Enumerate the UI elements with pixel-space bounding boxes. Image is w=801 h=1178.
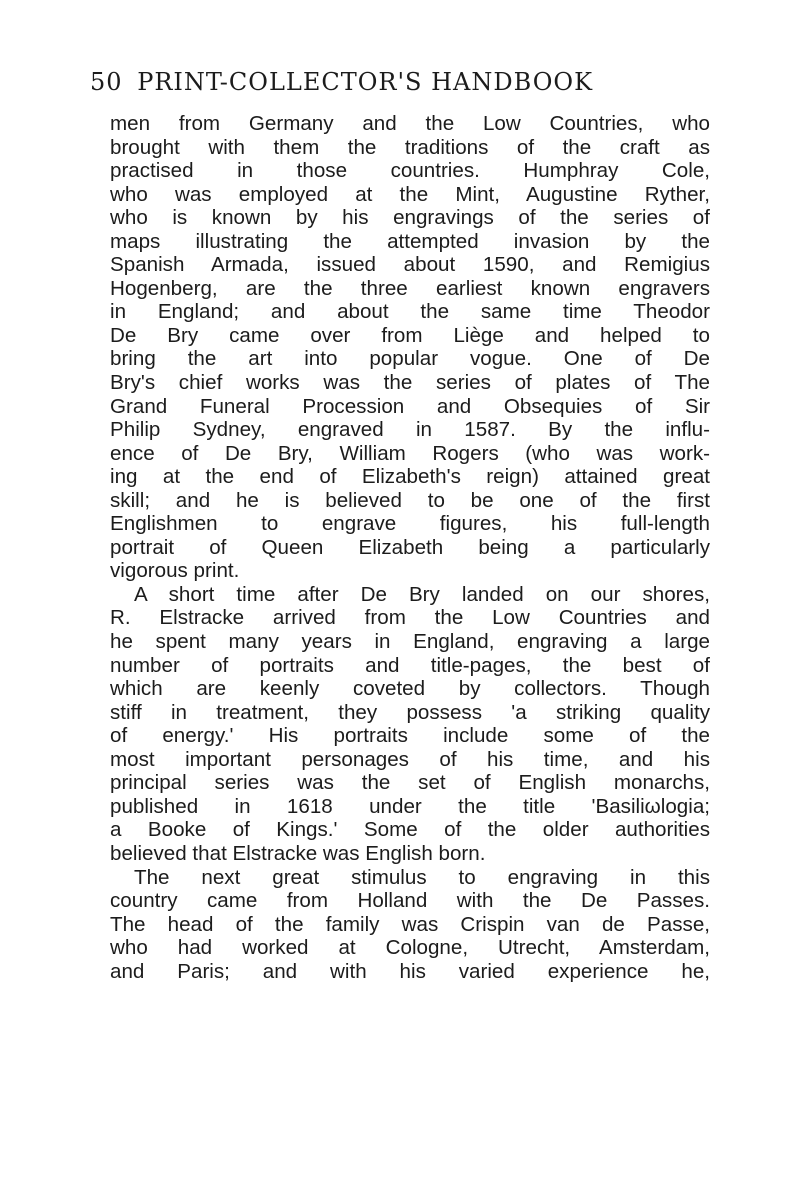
running-title: PRINT-COLLECTOR'S HANDBOOK xyxy=(137,68,593,96)
text-line: who was employed at the Mint, Augustine Ryther, xyxy=(110,182,710,206)
text-line: skill; and he is believed to be one of the first xyxy=(110,488,710,512)
text-line: Philip Sydney, engraved in 1587. By the influ- xyxy=(110,418,710,442)
text-line: A short time after De Bry landed on our shores, xyxy=(134,582,710,606)
text-line: of energy.' His portraits include some of the xyxy=(110,724,710,748)
text-line: believed that Elstracke was English born. xyxy=(110,841,486,865)
text-line: Hogenberg, are the three earliest known engravers xyxy=(110,276,710,300)
text-line: who had worked at Cologne, Utrecht, Amsterdam, xyxy=(110,936,710,960)
text-line: R. Elstracke arrived from the Low Countries and xyxy=(110,606,710,630)
text-line: which are keenly coveted by collectors. Though xyxy=(110,677,710,701)
text-line: brought with them the traditions of the craft as xyxy=(110,135,710,159)
text-line: maps illustrating the attempted invasion by the xyxy=(110,229,710,253)
text-line: De Bry came over from Liège and helped to xyxy=(110,323,710,347)
text-line: Bry's chief works was the series of plates of The xyxy=(110,371,710,395)
text-line: who is known by his engravings of the series of xyxy=(110,206,710,230)
text-line: Grand Funeral Procession and Obsequies of Sir xyxy=(110,394,710,418)
text-line: principal series was the set of English monarchs, xyxy=(110,771,710,795)
body-text xyxy=(110,112,710,983)
text-line: men from Germany and the Low Countries, who xyxy=(110,112,710,135)
text-line: country came from Holland with the De Passes. xyxy=(110,889,710,913)
text-line: vigorous print. xyxy=(110,559,240,583)
text-line: he spent many years in England, engraving a large xyxy=(110,630,710,654)
text-line: bring the art into popular vogue. One of De xyxy=(110,347,710,371)
text-line: published in 1618 under the title 'Basiliωlogia; xyxy=(110,794,710,818)
running-head xyxy=(90,66,730,98)
text-line: in England; and about the same time Theodor xyxy=(110,300,710,324)
text-line: Spanish Armada, issued about 1590, and Remigius xyxy=(110,253,710,277)
text-line: ing at the end of Elizabeth's reign) attained great xyxy=(110,465,710,489)
text-line: most important personages of his time, and his xyxy=(110,747,710,771)
text-line: number of portraits and title-pages, the best of xyxy=(110,653,710,677)
text-line: a Booke of Kings.' Some of the older authorities xyxy=(110,818,710,842)
text-line: stiff in treatment, they possess 'a striking quality xyxy=(110,700,710,724)
text-line: Englishmen to engrave figures, his full-length xyxy=(110,512,710,536)
page-number: 50 xyxy=(90,68,123,96)
text-line: The head of the family was Crispin van de Passe, xyxy=(110,912,710,936)
text-line: practised in those countries. Humphray Cole, xyxy=(110,159,710,183)
text-line: ence of De Bry, William Rogers (who was work- xyxy=(110,441,710,465)
text-line: The next great stimulus to engraving in this xyxy=(134,865,710,889)
text-line: and Paris; and with his varied experience he, xyxy=(110,959,710,983)
text-line: portrait of Queen Elizabeth being a particularly xyxy=(110,535,710,559)
